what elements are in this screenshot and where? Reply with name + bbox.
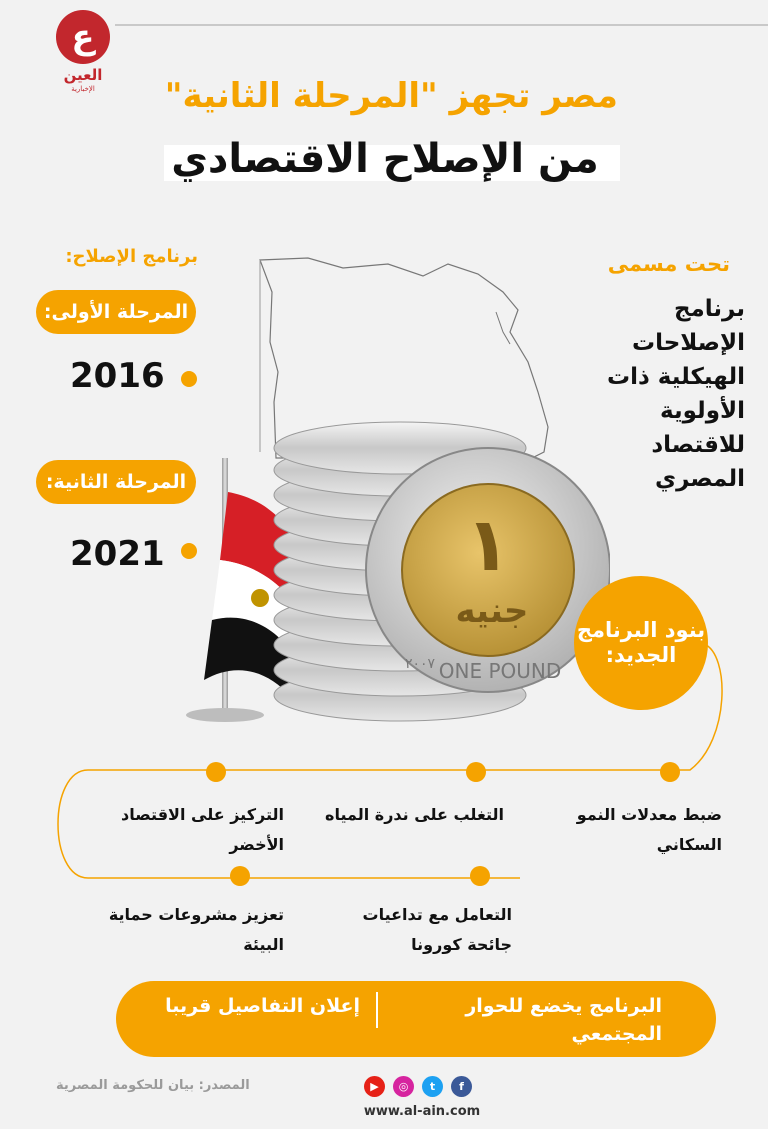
- item-dot-2: [466, 762, 486, 782]
- item-green-economy: التركيز على الاقتصاد الأخضر: [121, 805, 284, 854]
- logo-mark: ع: [56, 10, 110, 64]
- coin-english: ONE POUND: [438, 659, 562, 683]
- phase-one-label: المرحلة الأولى:: [36, 290, 196, 334]
- program-name: برنامج الإصلاحات الهيكلية ذات الأولوية للاقتصاد المصري: [607, 296, 745, 492]
- al-ain-logo: [48, 10, 118, 96]
- item-corona: التعامل مع تداعيات جائحة كورونا: [362, 905, 512, 954]
- banner-details-text: إعلان التفاصيل قريبا: [165, 995, 360, 1017]
- logo-name: العين: [63, 66, 103, 84]
- program-label: برنامج الإصلاح:: [65, 246, 198, 267]
- item-population: ضبط معدلات النمو السكاني: [576, 805, 722, 854]
- coin-numeral: ١: [465, 502, 511, 588]
- coin-word: جنيه: [455, 591, 529, 631]
- item-dot-1: [660, 762, 680, 782]
- twitter-icon[interactable]: t: [422, 1076, 443, 1097]
- named-title: تحت مسمى: [607, 252, 730, 276]
- item-dot-3: [206, 762, 226, 782]
- phase-two-year: 2021: [70, 534, 165, 574]
- phase-one-dot: [181, 371, 197, 387]
- page-subtitle: من الإصلاح الاقتصادي: [171, 136, 599, 182]
- coin-year: ٢٠٠٧: [404, 656, 436, 672]
- youtube-icon[interactable]: ▶: [364, 1076, 385, 1097]
- item-dot-4: [230, 866, 250, 886]
- item-dot-5: [470, 866, 490, 886]
- item-environment: تعزيز مشروعات حماية البيئة: [108, 905, 284, 954]
- website-url[interactable]: www.al-ain.com: [363, 1104, 481, 1119]
- banner-divider: [376, 992, 378, 1028]
- phase-one-year: 2016: [70, 356, 165, 396]
- item-water: التغلب على ندرة المياه: [325, 805, 504, 824]
- instagram-icon[interactable]: ◎: [393, 1076, 414, 1097]
- phase-two-dot: [181, 543, 197, 559]
- logo-subtitle: الإخبارية: [71, 85, 95, 93]
- banner-dialogue-text: البرنامج يخضع للحوار المجتمعي: [465, 995, 662, 1045]
- facebook-icon[interactable]: f: [451, 1076, 472, 1097]
- top-divider: [115, 24, 768, 26]
- social-icons: [364, 1076, 472, 1098]
- page-title: مصر تجهز "المرحلة الثانية": [164, 76, 618, 116]
- phase-two-label: المرحلة الثانية:: [36, 460, 196, 504]
- program-items-heading: بنود البرنامج الجديد:: [574, 576, 708, 710]
- source-credit: المصدر: بيان للحكومة المصرية: [56, 1078, 250, 1093]
